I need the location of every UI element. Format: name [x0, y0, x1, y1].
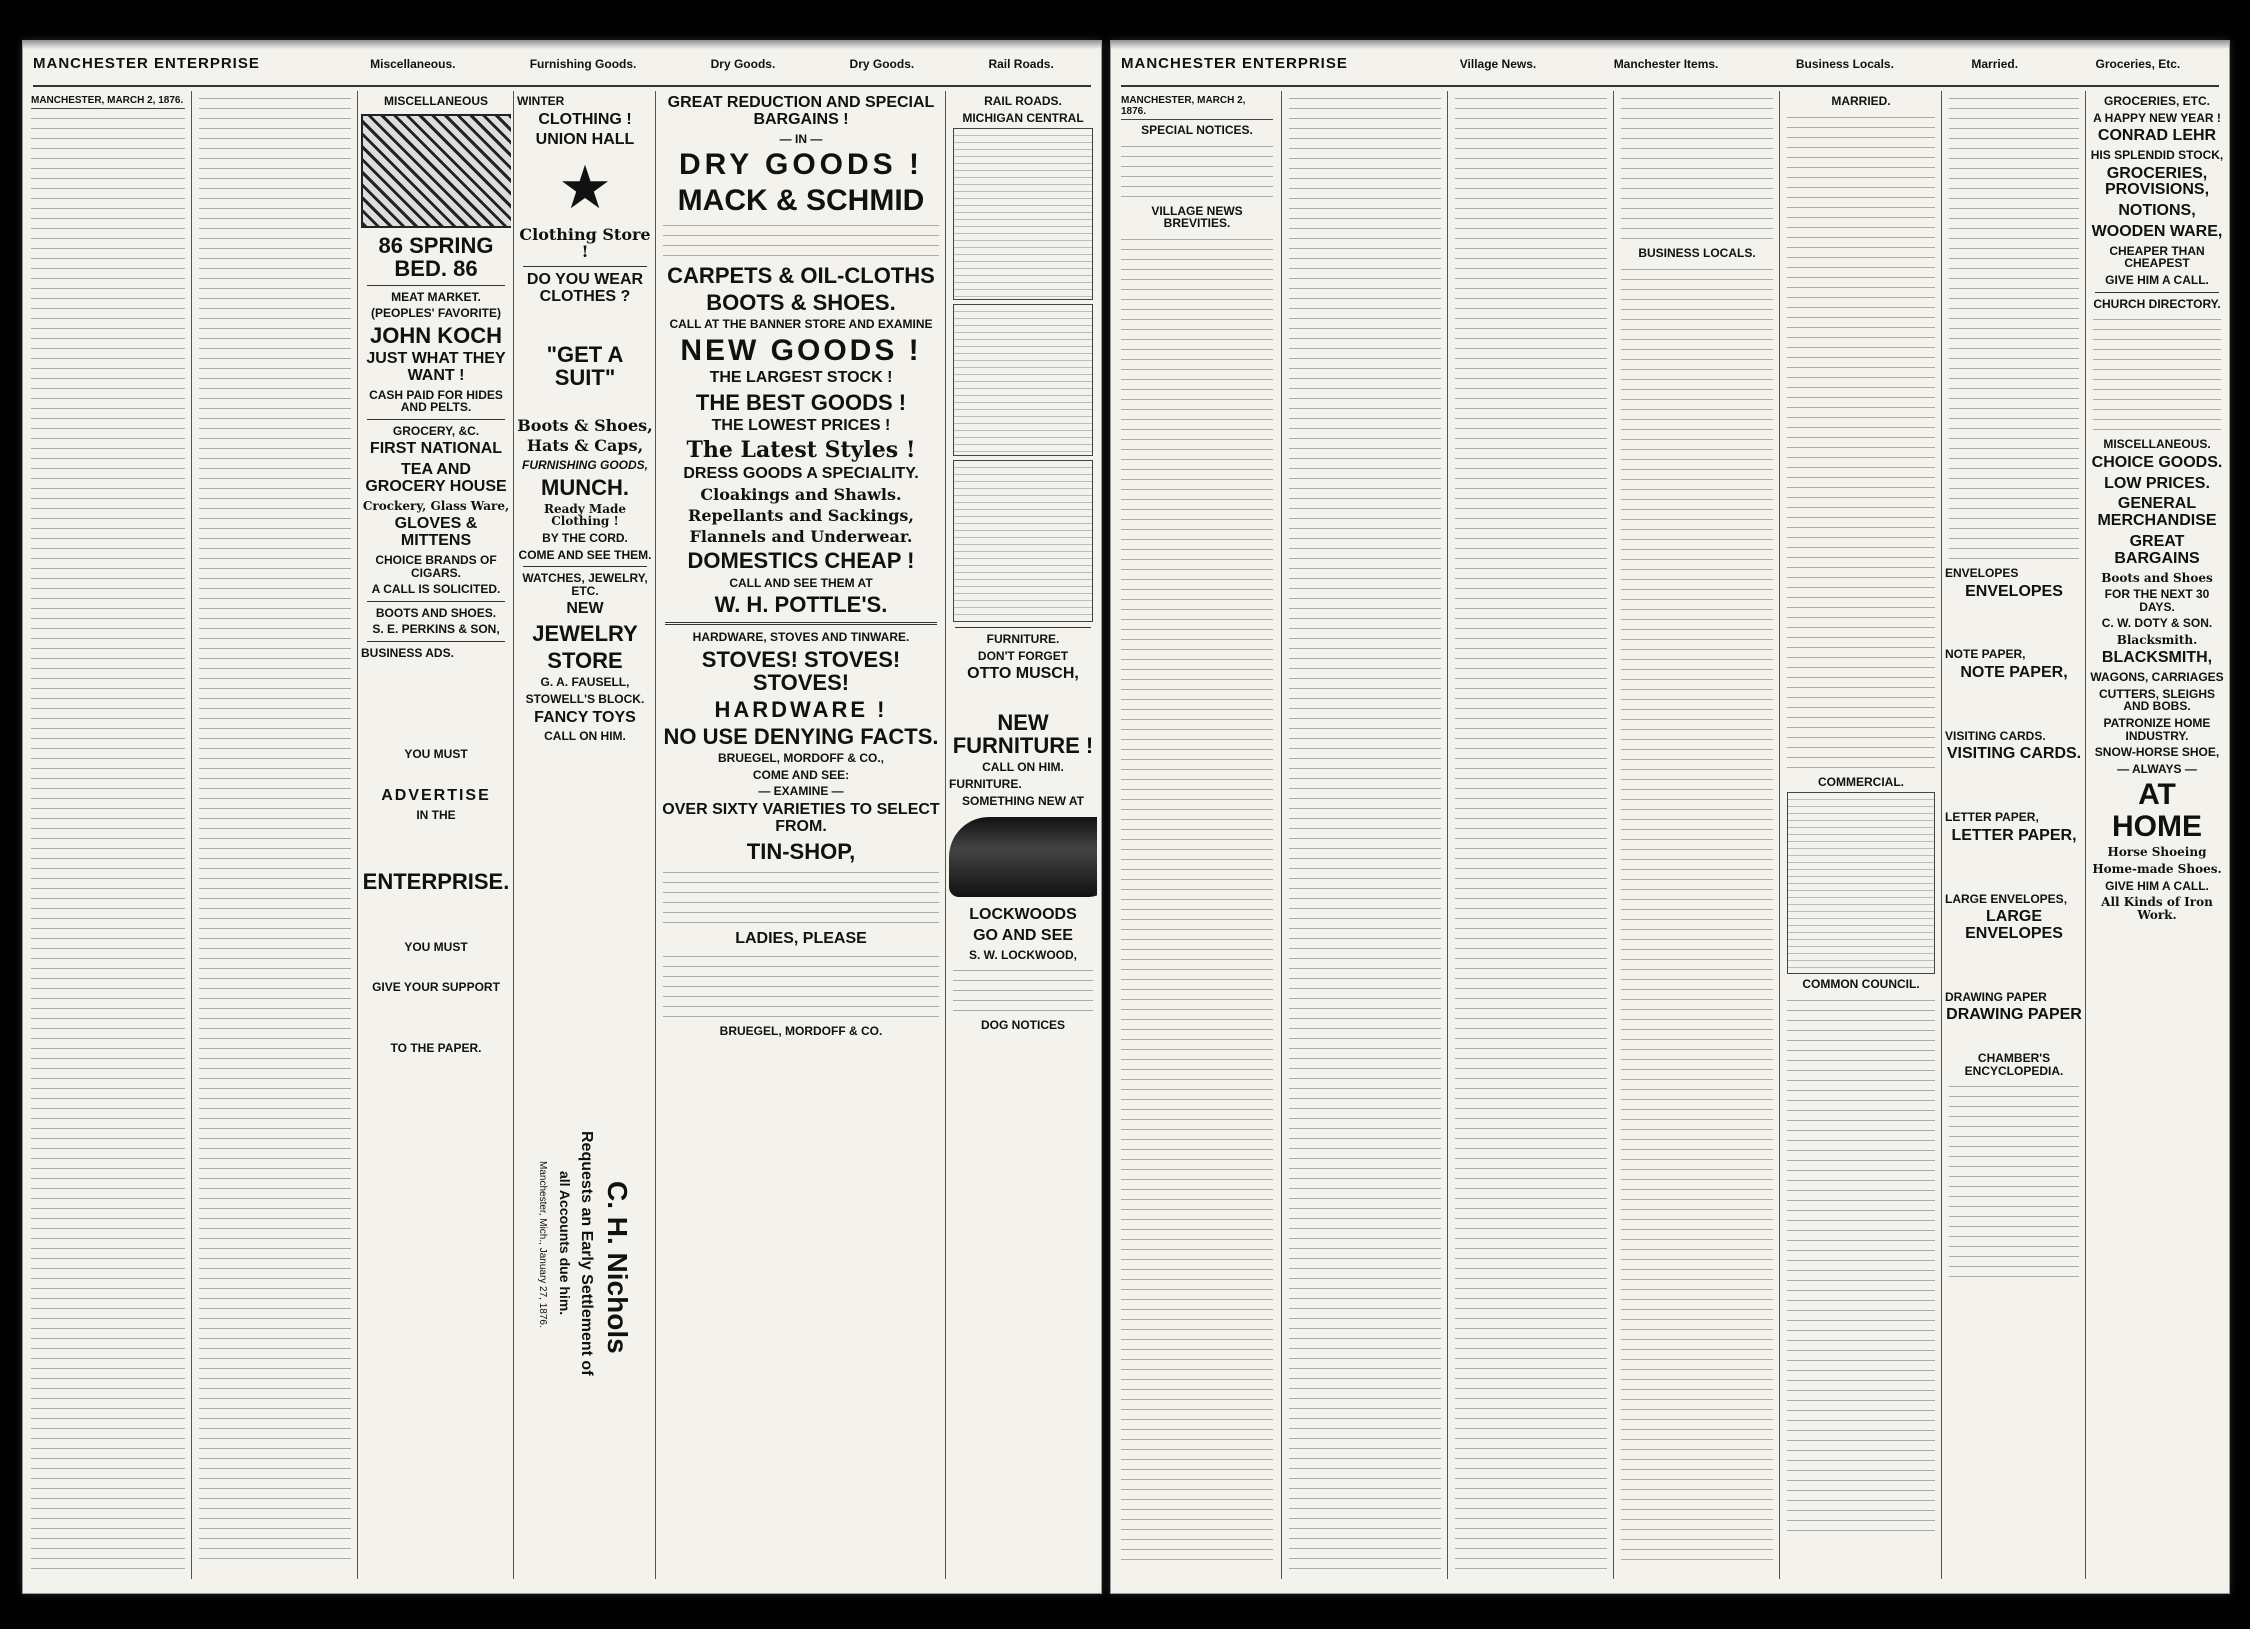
chambers: CHAMBER'S ENCYCLOPEDIA. [1964, 1051, 2064, 1078]
wooden-ware: WOODEN WARE, [2091, 222, 2223, 240]
column-rule [1613, 91, 1614, 1579]
column-rule [1941, 91, 1942, 1579]
happy-new-year: A HAPPY NEW YEAR ! [2093, 110, 2221, 125]
crockery: Crockery, Glass Ware, [362, 498, 510, 513]
tea-grocery-house: TEA AND GROCERY HOUSE [365, 461, 507, 496]
bruegel-footer: BRUEGEL, MORDOFF & CO. [719, 1024, 883, 1039]
column-rule [357, 91, 358, 1579]
gloves-mittens: GLOVES & MITTENS [394, 515, 478, 550]
advertise: ADVERTISE [381, 787, 491, 805]
flannels: Flannels and Underwear. [689, 526, 913, 546]
village-brevities: VILLAGE NEWS BREVITIES. [1151, 203, 1243, 231]
new-goods: NEW GOODS ! [680, 333, 922, 367]
column-rule [513, 91, 514, 1579]
repellants: Repellants and Sackings, [688, 505, 914, 525]
low-prices: LOW PRICES. [2104, 474, 2210, 492]
snow-horse: SNOW-HORSE SHOE, [2094, 745, 2220, 760]
railroads-column [949, 91, 1097, 1579]
by-the-cord: BY THE CORD. [542, 531, 628, 546]
column-header: Manchester Items. [1613, 57, 1719, 71]
boots-shoes-heading: BOOTS AND SHOES. [375, 605, 497, 620]
boots-shoes: Boots & Shoes, [517, 415, 653, 435]
note-paper: NOTE PAPER, [1960, 663, 2068, 681]
column-rule [1779, 91, 1780, 1579]
latest-styles: The Latest Styles ! [686, 437, 916, 464]
notice-text [953, 965, 1093, 1015]
letter-paper-heading: LETTER PAPER, [1945, 810, 2039, 825]
large-envelopes-heading: LARGE ENVELOPES, [1945, 891, 2068, 906]
married: MARRIED. [1831, 94, 1891, 108]
ad-body-text [663, 951, 939, 1021]
news-body-text [1121, 234, 1273, 1564]
stationery-column [1945, 91, 2083, 1579]
patronize: PATRONIZE HOME INDUSTRY. [2103, 716, 2211, 743]
do-you-wear: DO YOU WEAR CLOTHES ? [526, 270, 644, 305]
dog-notices: DOG NOTICES [980, 1018, 1065, 1033]
carpets: CARPETS & OIL-CLOTHS [667, 263, 935, 289]
miscellaneous: MISCELLANEOUS. [2103, 437, 2211, 452]
michigan-central: MICHIGAN CENTRAL [962, 110, 1084, 125]
village-news-column [1117, 91, 1277, 1579]
dry-goods-headline: DRY GOODS ! [678, 148, 924, 182]
notions: NOTIONS, [2118, 202, 2196, 220]
union-hall: UNION HALL [535, 131, 635, 149]
come-and-see: COME AND SEE: [752, 767, 850, 782]
column-header: Groceries, Etc. [2095, 57, 2181, 71]
give-him-call: GIVE HIM A CALL. [2105, 272, 2209, 287]
peoples-favorite: (PEOPLES' FAVORITE) [371, 306, 501, 321]
column-header: Dry Goods. [710, 57, 776, 71]
masthead-title: MANCHESTER ENTERPRISE [33, 55, 260, 72]
groceries-heading: GROCERIES, ETC. [2103, 94, 2210, 108]
clothing-store: Clothing Store ! [519, 225, 651, 261]
great-bargains: GREAT BARGAINS [2114, 532, 2200, 567]
accounts-vertical: all Accounts due him. [557, 1171, 573, 1316]
left-masthead [33, 51, 1091, 87]
in-the: IN THE [416, 807, 456, 822]
business-locals: BUSINESS LOCALS. [1638, 246, 1756, 260]
business-ads: BUSINESS ADS. [361, 645, 454, 660]
munch: MUNCH. [541, 474, 629, 500]
dont-forget: DON'T FORGET [977, 648, 1069, 663]
no-use: NO USE DENYING FACTS. [663, 724, 939, 750]
common-council: COMMON COUNCIL. [1802, 977, 1920, 992]
stowell: STOWELL'S BLOCK. [525, 691, 645, 706]
go-and-see: GO AND SEE [973, 926, 1073, 944]
give-support: GIVE YOUR SUPPORT [372, 980, 500, 995]
boots-shoes-ad: BOOTS & SHOES. [706, 290, 896, 316]
new: NEW [566, 600, 604, 618]
doty: C. W. DOTY & SON. [2101, 616, 2213, 631]
left-news-column-2 [195, 91, 355, 1579]
dry-goods-column [659, 91, 943, 1579]
commercial: COMMERCIAL. [1818, 774, 1904, 789]
letter-paper: LETTER PAPER, [1951, 826, 2077, 844]
timetable [953, 460, 1093, 622]
domestics: DOMESTICS CHEAP ! [687, 548, 915, 574]
column-header: Miscellaneous. [370, 57, 456, 71]
stoves: STOVES! STOVES! STOVES! [701, 646, 901, 695]
meat-market-heading: MEAT MARKET. [391, 289, 481, 304]
boots-shoes: Boots and Shoes [2101, 570, 2213, 585]
column-header: Rail Roads. [988, 57, 1054, 71]
fancy-toys: FANCY TOYS [534, 708, 636, 726]
get-a-suit: "GET A SUIT" [546, 342, 624, 391]
enterprise: ENTERPRISE. [362, 868, 510, 894]
cutters: CUTTERS, SLEIGHS AND BOBS. [2098, 686, 2215, 714]
horse-shoeing: Horse Shoeing [2107, 845, 2207, 860]
miscellaneous-column [361, 91, 511, 1579]
you-must: YOU MUST [404, 746, 468, 761]
to-the-paper: TO THE PAPER. [390, 1040, 482, 1055]
largest-stock: THE LARGEST STOCK ! [709, 369, 893, 387]
news-body-text [2093, 314, 2221, 434]
stove-illustration [949, 817, 1097, 897]
envelopes: ENVELOPES [1965, 582, 2063, 600]
timetable [953, 304, 1093, 456]
tin-shop: TIN-SHOP, [746, 838, 856, 864]
great-reduction: GREAT REDUCTION AND SPECIAL BARGAINS ! [667, 94, 935, 128]
hardware-stoves: HARDWARE, STOVES AND TINWARE. [692, 630, 910, 645]
page-shadow [23, 41, 1101, 49]
ladies-please: LADIES, PLEASE [735, 929, 867, 947]
groceries-column [2089, 91, 2225, 1579]
news-body-text [1289, 93, 1441, 1573]
general-merchandise: GENERAL MERCHANDISE [2097, 495, 2217, 530]
dated-vertical: Manchester, Mich., January 27, 1876. [537, 1161, 548, 1328]
news-body-text [1787, 995, 1935, 1535]
news-body-text [1621, 93, 1773, 243]
spring-bed-illustration [361, 114, 511, 228]
column-header: Married. [1971, 57, 2019, 71]
news-body-text [1949, 1081, 2079, 1281]
bruegel: BRUEGEL, MORDOFF & CO., [718, 751, 884, 766]
groceries-provisions: GROCERIES, PROVISIONS, [2104, 164, 2210, 199]
ad-body-text [663, 867, 939, 927]
winter: WINTER [517, 94, 565, 108]
furniture-heading: FURNITURE. [986, 632, 1060, 647]
note-paper-heading: NOTE PAPER, [1945, 647, 2026, 662]
lockwoods: LOCKWOODS [969, 906, 1077, 924]
wagons: WAGONS, CARRIAGES [2090, 670, 2224, 685]
pottle: W. H. POTTLE'S. [714, 592, 888, 618]
furniture-heading-2: FURNITURE. [949, 776, 1022, 791]
store: STORE [547, 648, 623, 674]
come-see: COME AND SEE THEM. [518, 547, 652, 562]
first-national: FIRST NATIONAL [369, 440, 503, 458]
call-banner: CALL AT THE BANNER STORE AND EXAMINE [669, 317, 933, 332]
left-news-column [27, 91, 189, 1579]
visiting-cards-heading: VISITING CARDS. [1945, 728, 2046, 743]
nichols-vertical: C. H. Nichols [602, 1181, 633, 1354]
column-header: Dry Goods. [849, 57, 915, 71]
sixty-varieties: OVER SIXTY VARIETIES TO SELECT FROM. [662, 800, 940, 835]
watches: WATCHES, JEWELRY, ETC. [522, 571, 648, 598]
married-column [1783, 91, 1939, 1579]
in-label: — IN — [779, 131, 823, 146]
call-on-him: CALL ON HIM. [544, 729, 626, 744]
call-him: CALL ON HIM. [982, 760, 1064, 775]
dress-goods: DRESS GOODS A SPECIALITY. [683, 465, 919, 483]
right-masthead [1121, 51, 2219, 87]
best-goods: THE BEST GOODS ! [695, 390, 907, 416]
news-body-text [1121, 141, 1273, 201]
timetable [953, 128, 1093, 300]
cash-paid: CASH PAID FOR HIDES AND PELTS. [369, 387, 503, 415]
news-body-text [1621, 264, 1773, 1564]
conrad-lehr: CONRAD LEHR [2097, 127, 2217, 145]
news-body-text [31, 113, 185, 1573]
cigars: CHOICE BRANDS OF CIGARS. [375, 553, 497, 580]
otto-musch: OTTO MUSCH, [967, 665, 1079, 683]
column-rule [945, 91, 946, 1579]
call-solicited: A CALL IS SOLICITED. [371, 582, 501, 597]
column-header: Furnishing Goods. [529, 57, 637, 71]
perkins: S. E. PERKINS & SON, [372, 622, 500, 637]
business-locals-column [1617, 91, 1777, 1579]
church-directory: CHURCH DIRECTORY. [2093, 296, 2221, 311]
star-icon: ★ [558, 155, 612, 222]
column-rule [1281, 91, 1282, 1579]
news-column-3 [1451, 91, 1611, 1579]
hardware: HARDWARE ! [714, 697, 888, 722]
something-new: SOMETHING NEW AT [962, 793, 1084, 808]
news-body-text [1787, 112, 1935, 772]
market-table [1787, 792, 1935, 974]
just-what-they-want: JUST WHAT THEY WANT ! [366, 350, 506, 384]
column-header: Business Locals. [1795, 57, 1894, 71]
masthead-title: MANCHESTER ENTERPRISE [1121, 55, 1348, 72]
settlement-vertical: Requests an Early Settlement of [578, 1131, 595, 1376]
column-rule [655, 91, 656, 1579]
mack-schmid: MACK & SCHMID [677, 183, 925, 217]
news-body-text [1455, 93, 1607, 1573]
furnishing-goods-column [517, 91, 653, 1579]
spring-bed-ad: 86 SPRING BED. 86 [378, 232, 494, 281]
splendid-stock: HIS SPLENDID STOCK, [2090, 147, 2224, 162]
column-rule [1447, 91, 1448, 1579]
cloakings: Cloakings and Shawls. [700, 485, 902, 505]
dateline: MANCHESTER, MARCH 2, 1876. [31, 95, 185, 109]
call-see: CALL AND SEE THEM AT [729, 575, 873, 590]
drawing-paper-heading: DRAWING PAPER [1945, 989, 2047, 1004]
you-must-2: YOU MUST [404, 939, 468, 954]
news-body-text [199, 93, 351, 1563]
blacksmith: BLACKSMITH, [2101, 649, 2213, 667]
ready-made: Ready Made Clothing ! [543, 501, 626, 529]
right-newspaper-page [1110, 40, 2230, 1594]
thirty-days: FOR THE NEXT 30 DAYS. [2104, 587, 2210, 614]
lowest-prices: THE LOWEST PRICES ! [711, 417, 891, 435]
envelopes-heading: ENVELOPES [1945, 566, 2019, 580]
hats-caps: Hats & Caps, [526, 436, 644, 456]
jewelry: JEWELRY [532, 621, 638, 647]
blacksmith-heading: Blacksmith. [2116, 632, 2198, 647]
column-rule [191, 91, 192, 1579]
new-furniture: NEW FURNITURE ! [952, 710, 1094, 759]
furnishing-goods: FURNISHING GOODS, [521, 458, 648, 473]
grocery-heading: GROCERY, &C. [392, 423, 480, 438]
cheaper: CHEAPER THAN CHEAPEST [2109, 243, 2205, 271]
choice-goods: CHOICE GOODS. [2091, 453, 2223, 471]
drawing-paper: DRAWING PAPER [1946, 1006, 2082, 1024]
fausell: G. A. FAUSELL, [540, 675, 630, 690]
home-made-shoes: Home-made Shoes. [2092, 862, 2222, 877]
special-notices: SPECIAL NOTICES. [1141, 123, 1253, 137]
page-shadow [1111, 41, 2229, 49]
examine: — EXAMINE — [758, 784, 844, 799]
john-koch: JOHN KOCH [369, 322, 502, 348]
news-body-text [1949, 93, 2079, 563]
lockwood: S. W. LOCKWOOD, [969, 947, 1077, 962]
dateline: MANCHESTER, MARCH 2, 1876. [1121, 95, 1273, 120]
give-him-a-call: GIVE HIM A CALL. [2105, 878, 2209, 893]
column-header: Village News. [1459, 57, 1537, 71]
at-home: AT HOME [2112, 778, 2202, 843]
section-heading: MISCELLANEOUS [383, 94, 488, 108]
ad-body-text [663, 220, 939, 260]
always: — ALWAYS — [2117, 761, 2197, 776]
railroads-heading: RAIL ROADS. [984, 94, 1062, 108]
left-newspaper-page [22, 40, 1102, 1594]
all-kinds-iron: All Kinds of Iron Work. [2101, 895, 2213, 922]
large-envelopes: LARGE ENVELOPES [1965, 908, 2063, 942]
column-headers [333, 57, 1091, 71]
clothing: CLOTHING ! [538, 110, 632, 128]
visiting-cards: VISITING CARDS. [1946, 745, 2082, 763]
column-headers [1421, 57, 2219, 71]
column-rule [2085, 91, 2086, 1579]
news-column-2 [1285, 91, 1445, 1579]
